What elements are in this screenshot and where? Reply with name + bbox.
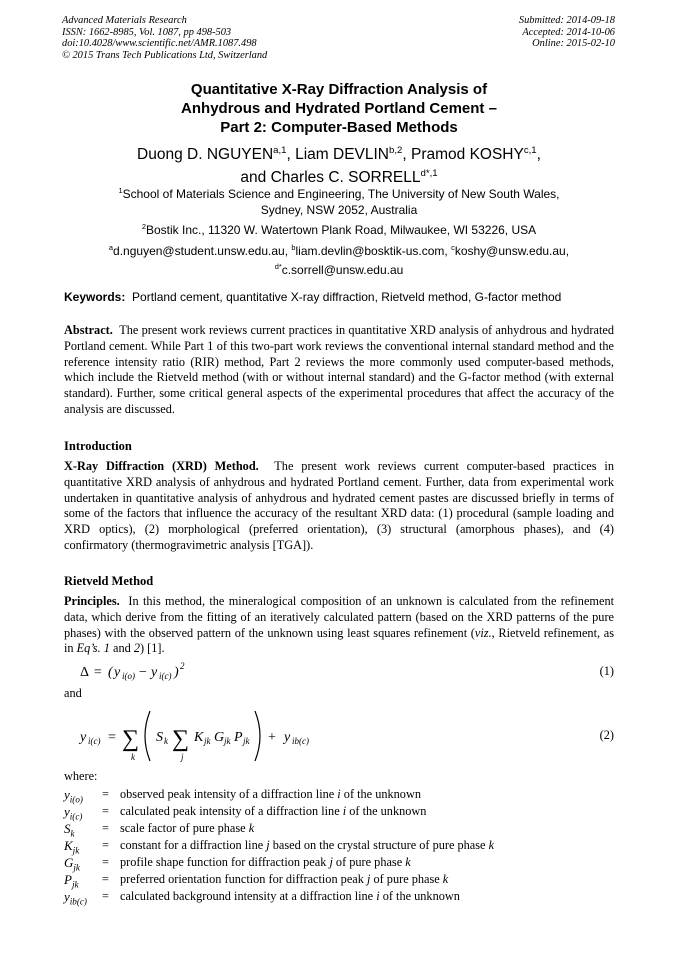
author-sorrell: Charles C. SORRELL	[270, 169, 421, 187]
rietveld-heading: Rietveld Method	[64, 574, 154, 588]
journal-header-left	[62, 15, 267, 61]
def-equals: =	[102, 889, 109, 903]
author-koshy-sup: c,1	[523, 145, 537, 156]
journal-header-right	[519, 15, 615, 50]
svg-text:): )	[174, 665, 179, 680]
introduction-heading: Introduction	[64, 439, 132, 453]
introduction-paragraph	[64, 459, 614, 554]
svg-text:+: +	[268, 730, 276, 745]
svg-text:k: k	[131, 752, 135, 762]
journal-doi: doi:10.4028/www.scientific.net/AMR.1087.498	[62, 38, 257, 50]
rietveld-text-d: ) [1].	[139, 641, 165, 656]
def-text-kjk: constant for a diffraction line j based on the crystal structure of pure phase k	[120, 838, 495, 852]
affiliation-1	[0, 183, 678, 218]
rietveld-viz: viz.	[474, 625, 492, 640]
def-equals: =	[102, 787, 109, 801]
rietveld-lead: Principles.	[64, 594, 120, 608]
accepted-date: Accepted: 2014-10-06	[522, 26, 615, 38]
equation-2-number: (2)	[599, 728, 614, 742]
svg-text:j: j	[181, 752, 184, 762]
def-symbol-yic: $y_{i(c)}$	[64, 804, 83, 822]
svg-text:K: K	[194, 730, 204, 745]
svg-text:k: k	[164, 736, 168, 746]
title-line-2: Anhydrous and Hydrated Portland Cement –	[181, 100, 497, 117]
def-symbol-gjk: $G_{jk}$	[64, 855, 80, 873]
author-nguyen: Duong D. NGUYEN	[137, 146, 274, 164]
equation-1	[78, 660, 218, 682]
svg-text:i(c): i(c)	[88, 736, 101, 746]
online-date: Online: 2015-02-10	[532, 38, 615, 50]
introduction-lead: X-Ray Diffraction (XRD) Method.	[64, 459, 259, 473]
svg-text:y: y	[151, 665, 158, 680]
email-sorrell[interactable]: c.sorrell@unsw.edu.au	[281, 263, 404, 277]
author-sorrell-sup: d*,1	[420, 168, 438, 180]
author-connector: and	[240, 169, 267, 187]
equation-1-number: (1)	[599, 664, 614, 678]
title-line-1: Quantitative X-Ray Diffraction Analysis of	[190, 81, 488, 98]
journal-issn: ISSN: 1662-8985, Vol. 1087, pp 498-503	[62, 26, 232, 38]
email-list	[0, 240, 678, 278]
svg-text:S: S	[156, 730, 163, 745]
email-c-sup: c	[451, 243, 455, 252]
paper-title	[0, 80, 678, 137]
svg-text:i(o): i(o)	[122, 671, 135, 681]
title-line-3: Part 2: Computer-Based Methods	[220, 119, 458, 136]
email-nguyen[interactable]: d.nguyen@student.unsw.edu.au,	[113, 244, 289, 258]
author-list: Duong D. NGUYEN$^{a,1}$, Liam DEVLIN$^{b,2}$, Pramod KOSHY$^{c,1}$, and Charles C. $SORRELL^{d*,1}$	[137, 145, 541, 187]
author-nguyen-sup: a,1	[273, 145, 287, 156]
affiliation-1-line-2: Sydney, NSW 2052, Australia	[260, 203, 418, 217]
svg-text:jk: jk	[204, 736, 211, 746]
abstract-label: Abstract.	[64, 323, 113, 337]
svg-text:i(c): i(c)	[159, 671, 172, 681]
author-devlin-sup: b,2	[389, 145, 403, 156]
keywords	[64, 289, 624, 305]
def-equals: =	[102, 838, 109, 852]
def-equals: =	[102, 821, 109, 835]
rietveld-paragraph	[64, 594, 614, 657]
def-symbol-sk: $S_k$	[64, 821, 75, 839]
keywords-text: Portland cement, quantitative X-ray diffraction, Rietveld method, G-factor method	[132, 290, 562, 304]
rietveld-text-b: , Rietveld refinement, as in	[64, 625, 614, 656]
svg-text:∑: ∑	[172, 726, 190, 752]
author-koshy: Pramod KOSHY	[410, 146, 524, 164]
email-koshy[interactable]: koshy@unsw.edu.au,	[454, 244, 570, 258]
keywords-label: Keywords:	[64, 290, 126, 304]
def-text-yio: observed peak intensity of a diffraction line i of the unknown	[120, 787, 421, 801]
def-symbol-kjk: $K_{jk}$	[64, 838, 80, 856]
svg-text:Δ: Δ	[80, 665, 90, 680]
def-symbol-pjk: $P_{jk}$	[64, 872, 79, 890]
affiliation-1-line-1: School of Materials Science and Engineering, The University of New South Wales,	[122, 187, 560, 201]
svg-text:=: =	[93, 665, 103, 680]
def-text-pjk: preferred orientation function for diffraction peak j of pure phase k	[120, 872, 449, 886]
rietveld-text-c: and	[109, 641, 134, 656]
svg-text:=: =	[108, 730, 116, 745]
def-equals: =	[102, 872, 109, 886]
email-a-sup: a	[108, 243, 114, 252]
equation-2	[70, 705, 340, 767]
affiliation-2-line-1: Bostik Inc., 11320 W. Watertown Plank Road, Milwaukee, WI 53226, USA	[145, 223, 537, 237]
svg-text:ib(c): ib(c)	[292, 736, 309, 746]
def-text-sk: scale factor of pure phase k	[120, 821, 255, 835]
svg-text:jk: jk	[224, 736, 231, 746]
def-equals: =	[102, 855, 109, 869]
svg-text:∑: ∑	[122, 726, 140, 752]
rietveld-eqs-ref: Eq’s. 1	[76, 641, 110, 656]
svg-text:(: (	[108, 665, 113, 680]
svg-text:y: y	[114, 665, 121, 680]
svg-text:G: G	[214, 730, 225, 745]
affiliation-1-sup: 1	[118, 186, 123, 195]
author-devlin: Liam DEVLIN	[295, 146, 390, 164]
email-devlin[interactable]: liam.devlin@bosktik-us.com,	[295, 244, 448, 258]
introduction-text: The present work reviews current computer-based practices in quantitative XRD analysis of anhydrous and hydrated Portland cement. Further, data from experimental work undertaken in quantitative analysis of anhydrous and hydrated cement pastes are discussed briefly in terms of some of the factors that influence the accuracy of the resultant XRD data: (1) procedural (sample loading and XRD optics), (2) morphological (preferred orientation), (3) structural (amorphous phases), and (4) confirmatory (thermogravimetric analysis [TGA]).	[64, 459, 614, 552]
rietveld-eq2-ref: 2	[133, 641, 140, 656]
svg-text:y: y	[80, 730, 87, 745]
email-d-sup: d*	[274, 262, 282, 271]
def-equals: =	[102, 804, 109, 818]
email-b-sup: b	[291, 243, 296, 252]
def-text-gjk: profile shape function for diffraction peak j of pure phase k	[120, 855, 411, 869]
def-text-yic: calculated peak intensity of a diffraction line i of the unknown	[120, 804, 427, 818]
def-symbol-yio: $y_{i(o)}$	[64, 787, 83, 805]
where-label: where:	[64, 769, 98, 783]
affiliation-2	[0, 219, 678, 238]
journal-copyright: © 2015 Trans Tech Publications Ltd, Switzerland	[62, 49, 268, 61]
submitted-date: Submitted: 2014-09-18	[518, 15, 615, 26]
journal-name: Advanced Materials Research	[62, 15, 187, 26]
and-connector: and	[64, 686, 82, 700]
abstract	[64, 323, 614, 418]
svg-text:2: 2	[180, 661, 185, 671]
def-text-yibc: calculated background intensity at a diffraction line i of the unknown	[120, 889, 460, 903]
affiliation-2-sup: 2	[141, 222, 146, 231]
rietveld-text-a: In this method, the mineralogical composition of an unknown is calculated from the refinement data, which derive from the fitting of an iteratively calculated pattern (based on the XRD patterns of the pure phases) with the observed pattern of the unknown using least squares refinement (	[64, 594, 615, 640]
abstract-text: The present work reviews current practices in quantitative XRD analysis of anhydrous and hydrated Portland cement. While Part 1 of this two-part work reviews the conventional internal standard method and the reference intensity ratio (RIR) method, Part 2 reviews the more commonly used computer-based methods, which include the Rietveld method (with or without internal standard) and the G-factor method (with external standard). Further, some critical general aspects of the experimental procedures that affect the accuracy of the analysis are discussed.	[64, 323, 615, 416]
svg-text:−: −	[138, 665, 148, 680]
svg-text:jk: jk	[243, 736, 250, 746]
svg-text:y: y	[284, 730, 291, 745]
def-symbol-yibc: $y_{ib(c)}$	[64, 889, 87, 907]
svg-text:P: P	[234, 730, 243, 745]
